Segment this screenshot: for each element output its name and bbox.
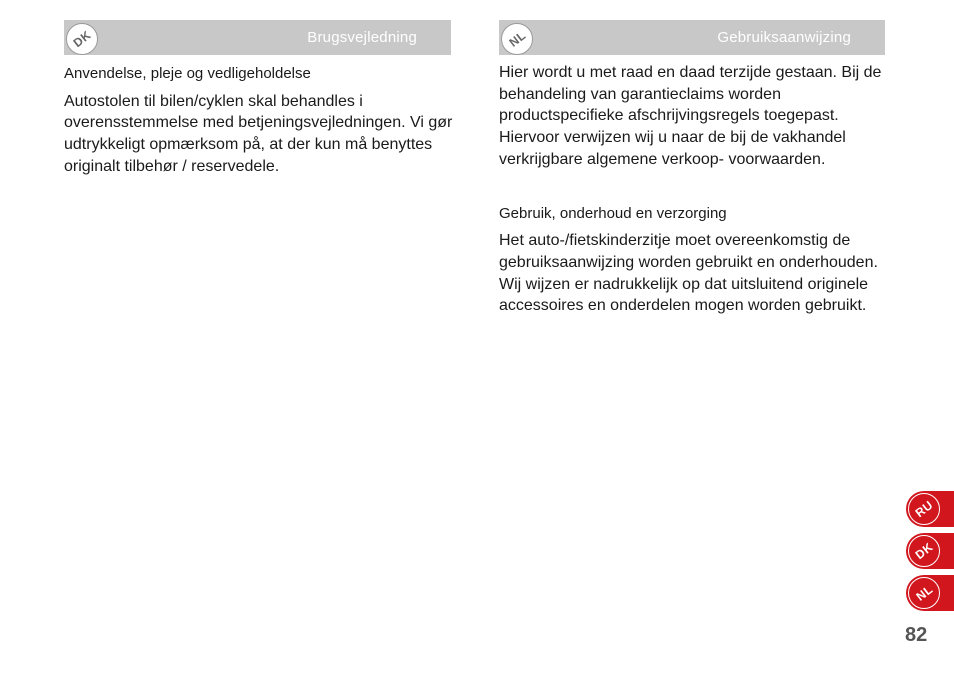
column-nl [499, 62, 889, 317]
section-heading-dk: Anvendelse, pleje og vedligeholdelse [64, 65, 311, 82]
header-bar-nl [499, 20, 885, 55]
language-badge-dk [66, 23, 98, 55]
language-badge-label: DK [70, 27, 94, 51]
side-tab-dk[interactable] [906, 533, 954, 569]
language-badge-label: NL [505, 28, 529, 50]
header-bar-dk [64, 20, 451, 55]
header-title-nl: Gebruiksaanwijzing [717, 29, 851, 46]
side-tab-nl[interactable] [906, 575, 954, 611]
intro-paragraph-nl: Hier wordt u met raad en daad terzijde gestaan. Bij de behandeling van garantieclaims worden productspecifieke afschrijvingsregels toegepast. Hiervoor verwijzen wij u naar de bij de vakhandel verkrijgbare algemene verkoop- voorwaarden. [499, 64, 882, 168]
column-dk [64, 62, 454, 178]
section-paragraph-dk: Autostolen til bilen/cyklen skal behandles i overensstemmelse med betjeningsvejledningen. Vi gør udtrykkeligt opmærksom på, at der kun må benyttes originalt tilbehør / reservedele. [64, 92, 453, 175]
side-tab-label: NL [912, 582, 936, 604]
side-tab-ru[interactable] [906, 491, 954, 527]
page-number: 82 [905, 624, 928, 646]
header-title-dk: Brugsvejledning [307, 29, 417, 46]
section-paragraph-nl: Het auto-/fietskinderzitje moet overeenkomstig de gebruiksaanwijzing worden gebruikt en onderhouden. Wij wijzen er nadrukkelijk op dat uitsluitend originele accessoires en onderdelen mogen worden gebruikt. [499, 232, 878, 315]
side-tab-label: RU [912, 497, 936, 521]
section-heading-nl: Gebruik, onderhoud en verzorging [499, 204, 727, 222]
side-tab-label: DK [912, 539, 936, 563]
language-badge-nl [908, 577, 940, 609]
language-badge-ru [908, 493, 940, 525]
language-badge-dk [908, 535, 940, 567]
language-badge-nl [501, 23, 533, 55]
spacer [499, 171, 889, 202]
